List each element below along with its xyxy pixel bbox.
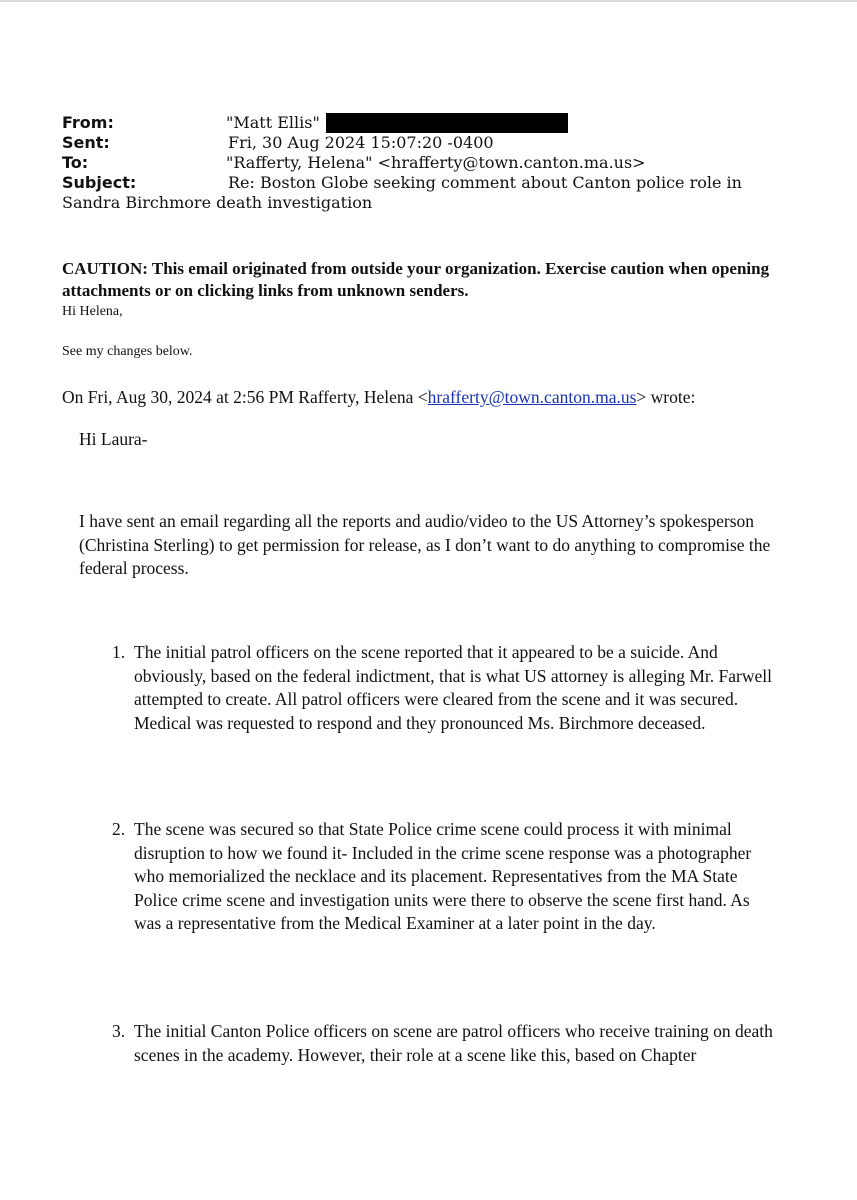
- to-label: To:: [62, 153, 89, 172]
- from-label: From:: [62, 113, 114, 132]
- list-item: [112, 818, 777, 936]
- to-value: "Rafferty, Helena" <hrafferty@town.canton.ma.us>: [226, 153, 646, 172]
- reply-greeting: Hi Helena,: [62, 304, 123, 319]
- list-item-number: 2.: [112, 819, 126, 839]
- caution-notice: CAUTION: This email originated from outside your organization. Exercise caution when opening attachments or on clicking links from unknown senders.: [62, 259, 770, 300]
- quoted-attribution-suffix: > wrote:: [636, 387, 696, 407]
- subject-label: Subject:: [62, 173, 137, 192]
- quoted-attribution-prefix: On Fri, Aug 30, 2024 at 2:56 PM Rafferty, Helena <: [62, 387, 428, 407]
- list-item-number: 3.: [112, 1021, 126, 1041]
- list-item-text: The scene was secured so that State Police crime scene could process it with minimal disruption to how we found it- Included in the crime scene response was a photographer who memorialized the necklace and its placement. Representatives from the MA State Police crime scene and investigation units were there to observe the scene first hand. As was a representative from the Medical Examiner at a later point in the day.: [134, 819, 752, 933]
- from-value: "Matt Ellis": [226, 113, 320, 132]
- list-item: [112, 641, 777, 735]
- quoted-intro: I have sent an email regarding all the reports and audio/video to the US Attorney’s spokesperson (Christina Sterling) to get permission for release, as I don’t want to do anything to compromise the federal process.: [79, 511, 771, 578]
- sent-value: Fri, 30 Aug 2024 15:07:20 -0400: [228, 133, 494, 152]
- list-item-text: The initial patrol officers on the scene reported that it appeared to be a suicide. And obviously, based on the federal indictment, that is what US attorney is alleging Mr. Farwell attempted to create. All patrol officers were cleared from the scene and it was secured. Medical was requested to respond and they pronounced Ms. Birchmore deceased.: [134, 642, 772, 733]
- quoted-email-link[interactable]: hrafferty@town.canton.ma.us: [427, 387, 637, 407]
- quoted-attribution: [62, 386, 695, 408]
- list-item-number: 1.: [112, 642, 126, 662]
- list-item-text: The initial Canton Police officers on scene are patrol officers who receive training on death scenes in the academy. However, their role at a scene like this, based on Chapter: [134, 1021, 773, 1065]
- redaction-bar: [326, 113, 568, 133]
- quoted-greeting: Hi Laura-: [79, 429, 148, 449]
- reply-note: See my changes below.: [62, 344, 193, 359]
- list-item: [112, 1020, 777, 1067]
- subject-value: Re: Boston Globe seeking comment about Canton police role in: [228, 173, 742, 192]
- subject-continued: Sandra Birchmore death investigation: [62, 193, 373, 212]
- sent-label: Sent:: [62, 133, 110, 152]
